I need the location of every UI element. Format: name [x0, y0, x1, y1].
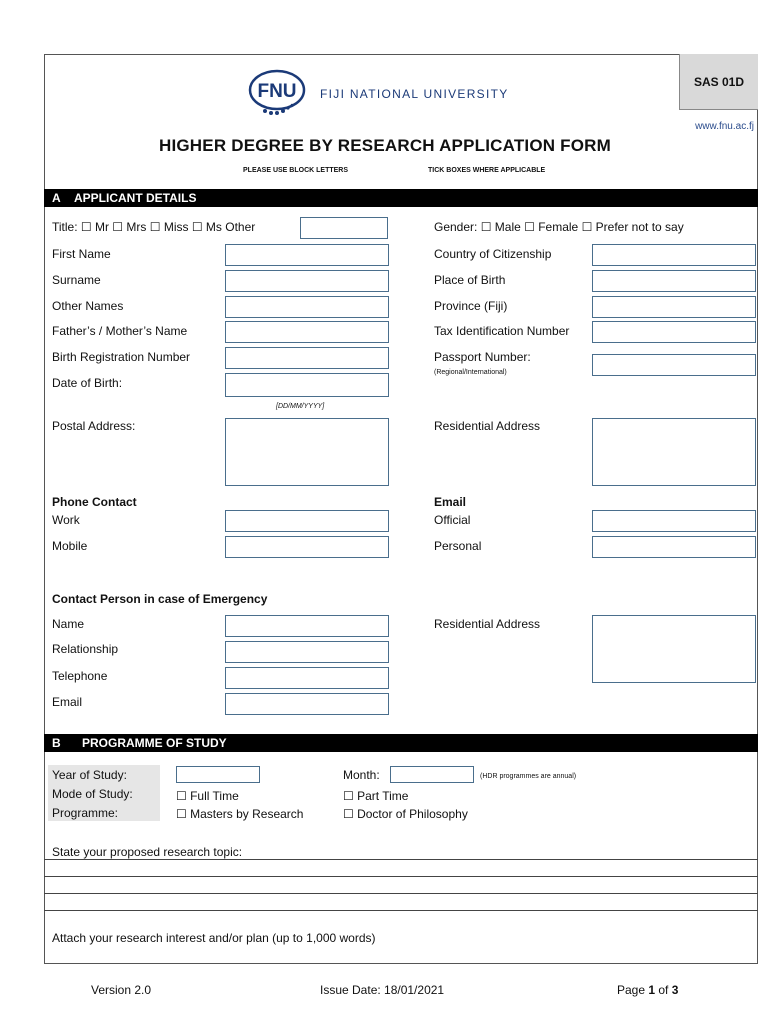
em-telephone-input[interactable] — [225, 667, 389, 689]
work-label: Work — [52, 513, 80, 527]
surname-input[interactable] — [225, 270, 389, 292]
first-name-input[interactable] — [225, 244, 389, 266]
dob-label: Date of Birth: — [52, 376, 123, 390]
form-title: HIGHER DEGREE BY RESEARCH APPLICATION FORM — [158, 136, 611, 155]
passport-note: (Regional/International) — [434, 369, 507, 376]
work-phone-input[interactable] — [225, 510, 389, 532]
website-link[interactable]: www.fnu.ac.fj — [695, 121, 754, 132]
birth-reg-input[interactable] — [225, 347, 389, 369]
em-relationship-label: Relationship — [52, 642, 119, 656]
em-residential-label: Residential Address — [434, 617, 541, 631]
dob-input[interactable] — [225, 373, 389, 397]
em-relationship-input[interactable] — [225, 641, 389, 663]
year-label: Year of Study: — [52, 768, 127, 782]
part-time-option[interactable]: ☐ Part Time — [343, 789, 409, 803]
section-a-letter: A — [52, 191, 61, 205]
em-telephone-label: Telephone — [52, 669, 108, 683]
other-names-input[interactable] — [225, 296, 389, 318]
official-email-input[interactable] — [592, 510, 756, 532]
topic-line-3[interactable] — [44, 893, 758, 894]
em-name-label: Name — [52, 617, 85, 631]
section-a-header — [44, 189, 758, 207]
page-current: 1 — [648, 983, 656, 997]
parent-name-input[interactable] — [225, 321, 389, 343]
topic-line-2[interactable] — [44, 876, 758, 877]
title-other-input[interactable] — [300, 217, 388, 239]
attach-label: Attach your research interest and/or plan (up to 1,000 words) — [52, 931, 376, 945]
province-label: Province (Fiji) — [434, 299, 508, 313]
place-birth-label: Place of Birth — [434, 273, 506, 287]
residential-label: Residential Address — [434, 419, 541, 433]
year-input[interactable] — [176, 766, 260, 783]
mode-label: Mode of Study: — [52, 787, 133, 801]
title-options[interactable]: Title: ☐ Mr ☐ Mrs ☐ Miss ☐ Ms Other — [52, 220, 256, 234]
logo-text: FNU — [257, 81, 297, 102]
page-total: 3 — [671, 983, 679, 997]
postal-label: Postal Address: — [52, 419, 136, 433]
passport-input[interactable] — [592, 354, 756, 376]
research-topic-label: State your proposed research topic: — [52, 845, 243, 859]
other-names-label: Other Names — [52, 299, 124, 313]
personal-email-label: Personal — [434, 539, 482, 553]
form-code: SAS 01D — [679, 54, 758, 110]
fnu-logo — [247, 66, 315, 116]
email-heading: Email — [434, 495, 467, 509]
full-time-option[interactable]: ☐ Full Time — [176, 789, 239, 803]
section-b-title: PROGRAMME OF STUDY — [82, 736, 227, 750]
phd-option[interactable]: ☐ Doctor of Philosophy — [343, 807, 468, 821]
residential-input[interactable] — [592, 418, 756, 486]
tin-input[interactable] — [592, 321, 756, 343]
first-name-label: First Name — [52, 247, 111, 261]
em-name-input[interactable] — [225, 615, 389, 637]
masters-option[interactable]: ☐ Masters by Research — [176, 807, 304, 821]
citizenship-input[interactable] — [592, 244, 756, 266]
citizenship-label: Country of Citizenship — [434, 247, 552, 261]
personal-email-input[interactable] — [592, 536, 756, 558]
note-tick-boxes: TICK BOXES WHERE APPLICABLE — [428, 167, 546, 174]
emergency-heading: Contact Person in case of Emergency — [52, 592, 268, 606]
page-of: of — [655, 983, 672, 997]
section-b-header — [44, 734, 758, 752]
topic-line-1[interactable] — [44, 859, 758, 860]
programme-label: Programme: — [52, 806, 119, 820]
mobile-label: Mobile — [52, 539, 88, 553]
section-a-title: APPLICANT DETAILS — [74, 191, 197, 205]
em-email-label: Email — [52, 695, 83, 709]
surname-label: Surname — [52, 273, 101, 287]
mobile-input[interactable] — [225, 536, 389, 558]
university-name: FIJI NATIONAL UNIVERSITY — [320, 87, 509, 101]
parent-name-label: Father’s / Mother’s Name — [52, 324, 188, 338]
dob-format-hint: [DD/MM/YYYY] — [276, 403, 325, 410]
section-b-letter: B — [52, 736, 61, 750]
place-birth-input[interactable] — [592, 270, 756, 292]
page-prefix: Page — [617, 983, 649, 997]
official-email-label: Official — [434, 513, 471, 527]
month-input[interactable] — [390, 766, 474, 783]
tin-label: Tax Identification Number — [434, 324, 570, 338]
em-residential-input[interactable] — [592, 615, 756, 683]
birth-reg-label: Birth Registration Number — [52, 350, 191, 364]
month-label: Month: — [343, 768, 380, 782]
province-input[interactable] — [592, 296, 756, 318]
phone-heading: Phone Contact — [52, 495, 137, 509]
gender-options[interactable]: Gender: ☐ Male ☐ Female ☐ Prefer not to say — [434, 220, 684, 234]
page-number — [617, 983, 678, 997]
em-email-input[interactable] — [225, 693, 389, 715]
hdr-note: (HDR programmes are annual) — [480, 773, 577, 780]
topic-line-4[interactable] — [44, 910, 758, 911]
version-text: Version 2.0 — [91, 983, 152, 997]
postal-input[interactable] — [225, 418, 389, 486]
issue-date: Issue Date: 18/01/2021 — [320, 983, 445, 997]
note-block-letters: PLEASE USE BLOCK LETTERS — [243, 167, 349, 174]
passport-label: Passport Number: — [434, 350, 531, 364]
